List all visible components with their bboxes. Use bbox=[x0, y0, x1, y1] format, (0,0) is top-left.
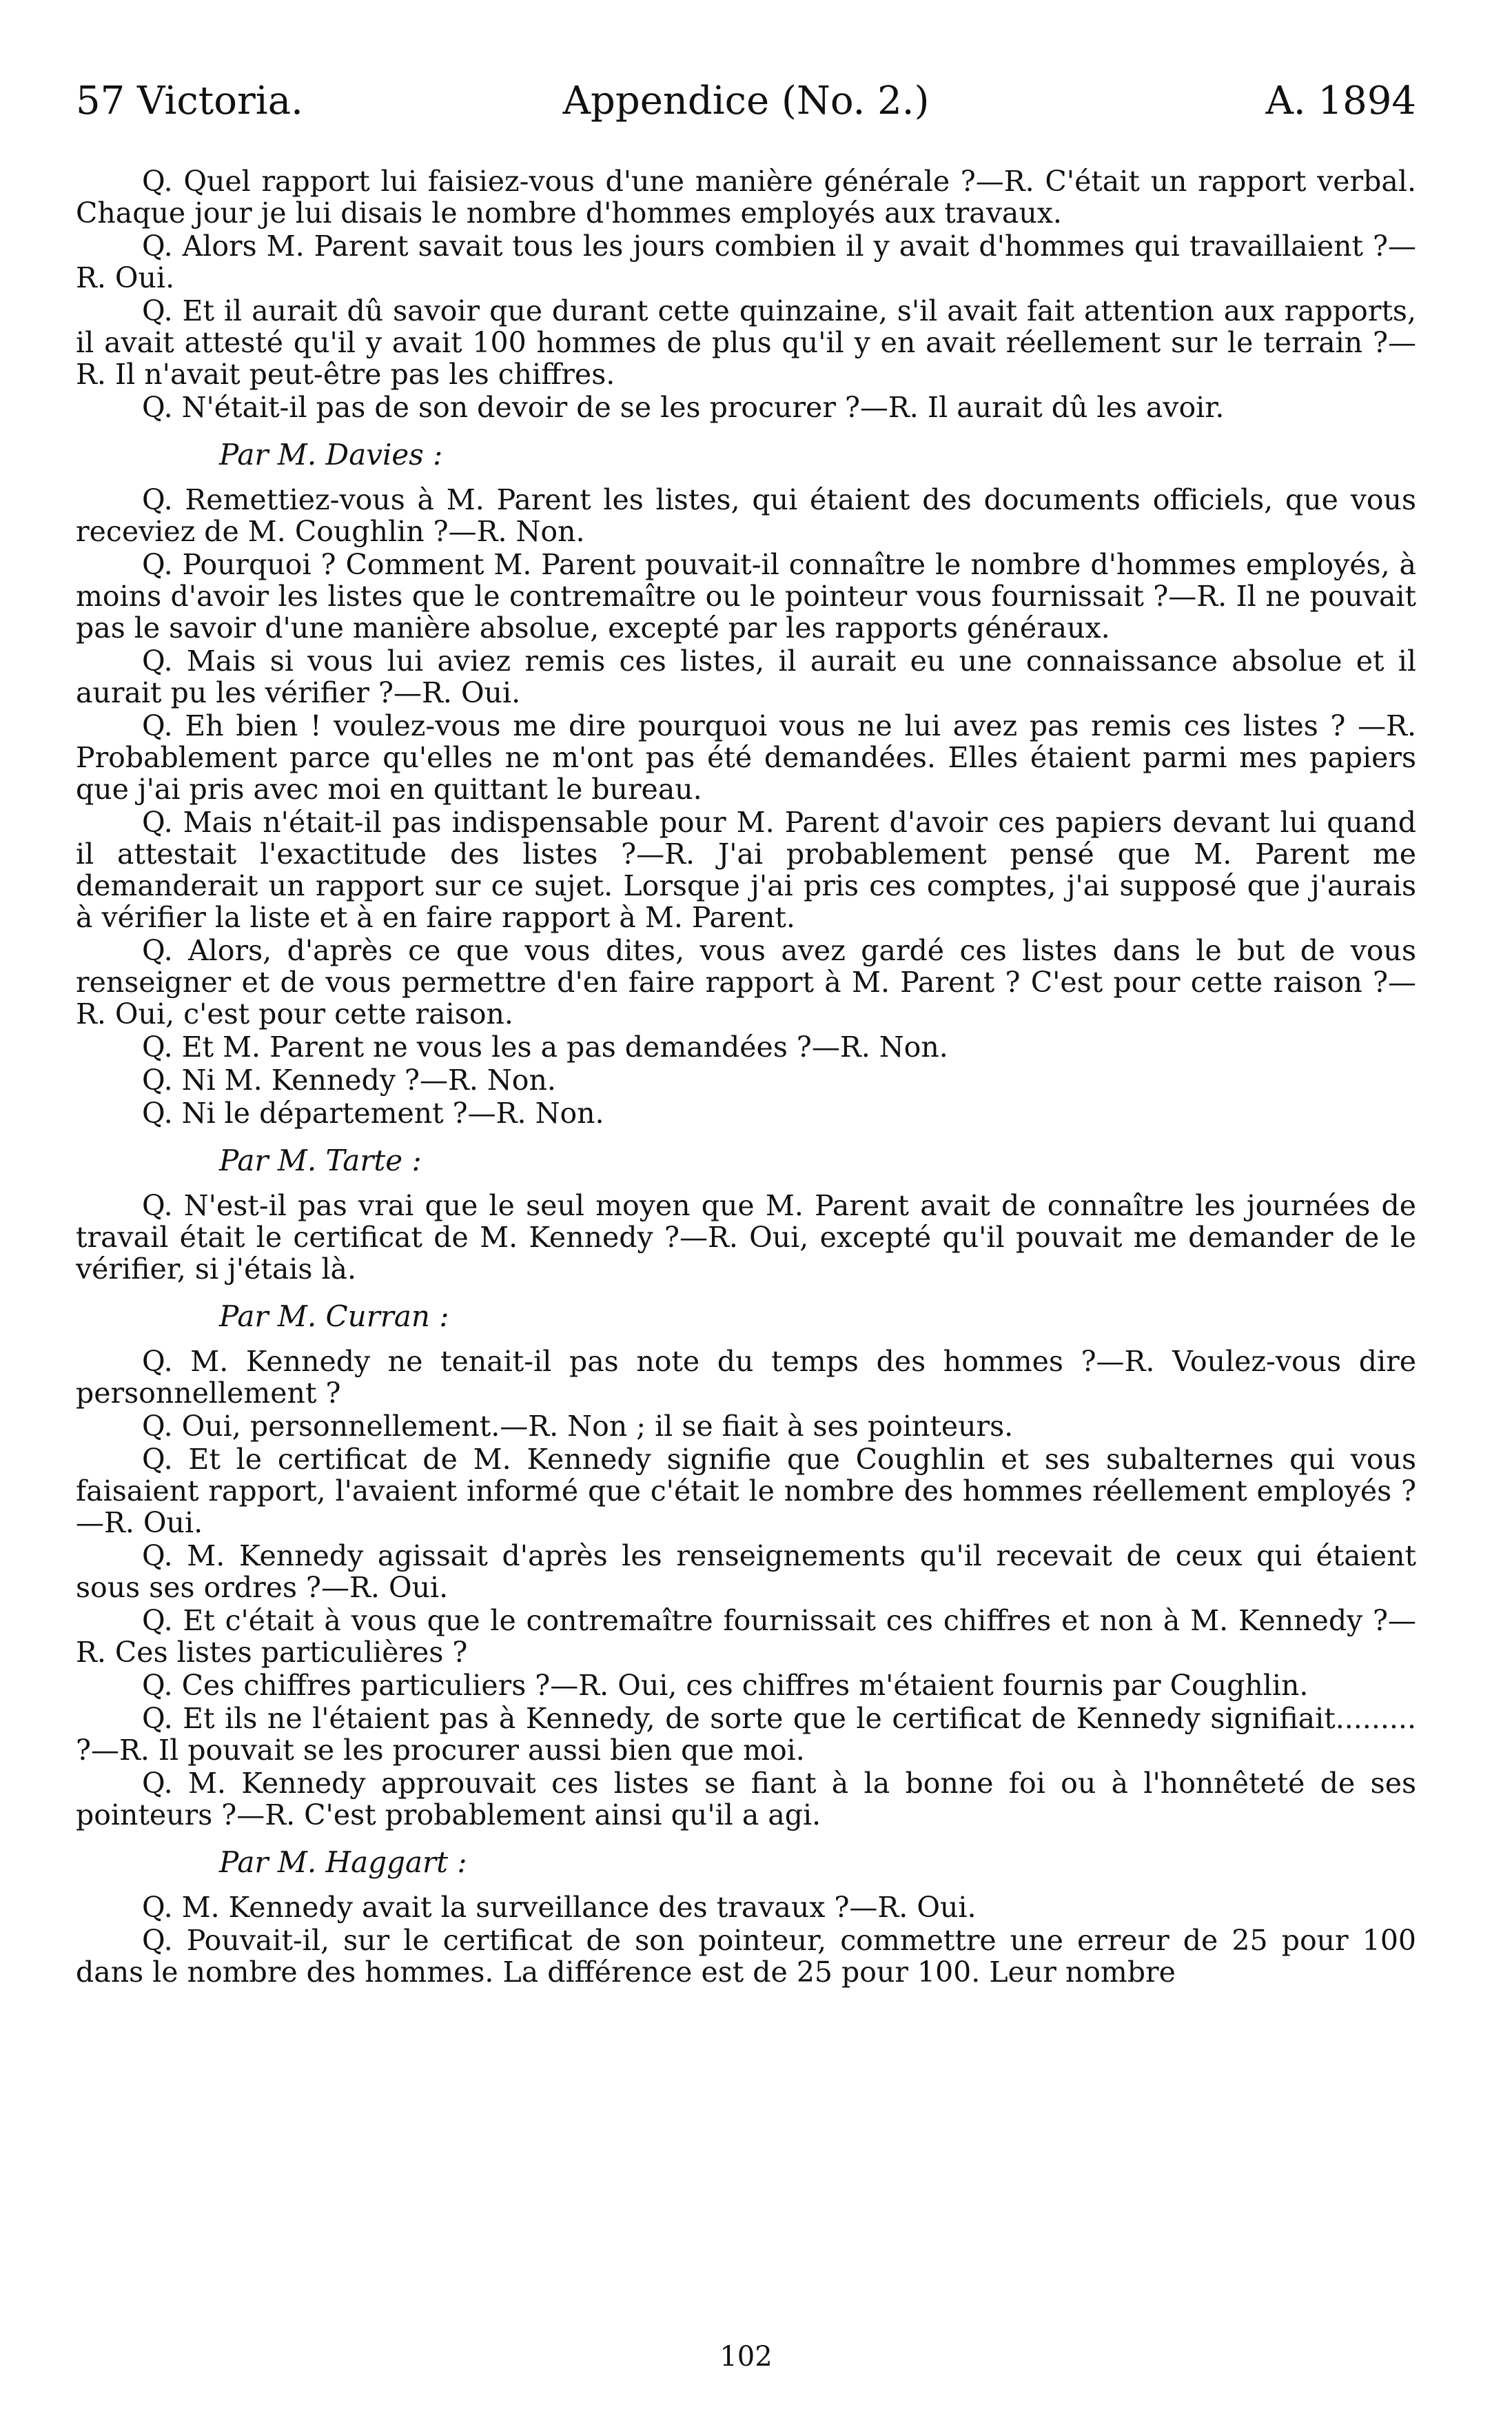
qa-paragraph: Q. Ni M. Kennedy ?—R. Non. bbox=[142, 1064, 556, 1097]
qa-paragraph: Q. Pouvait-il, sur le certificat de son pointeur, commettre une erreur de 25 pour 100 dans le nombre des hommes. La différence est de 25 pour 100. Leur nombre bbox=[76, 1924, 1416, 1989]
running-header bbox=[76, 77, 1416, 125]
qa-paragraph: Q. Ces chiffres particuliers ?—R. Oui, ces chiffres m'étaient fournis par Coughlin. bbox=[142, 1669, 1309, 1702]
page-number: 102 bbox=[719, 2341, 773, 2373]
qa-paragraph: Q. Pourquoi ? Comment M. Parent pouvait-il connaître le nombre d'hommes employés, à moins d'avoir les listes que le contremaître ou le pointeur vous fournissait ?—R. Il ne pouvait pas le savoir d'une manière absolue, excepté par les rapports généraux. bbox=[76, 548, 1416, 644]
qa-paragraph: Q. Quel rapport lui faisiez-vous d'une manière générale ?—R. C'était un rapport verbal. Chaque jour je lui disais le nombre d'hommes employés aux travaux. bbox=[76, 165, 1416, 230]
qa-paragraph: Q. M. Kennedy approuvait ces listes se fiant à la bonne foi ou à l'honnêteté de ses pointeurs ?—R. C'est probablement ainsi qu'il a agi. bbox=[76, 1767, 1416, 1831]
qa-paragraph: Q. M. Kennedy avait la surveillance des travaux ?—R. Oui. bbox=[142, 1891, 977, 1924]
qa-paragraph: Q. Et ils ne l'étaient pas à Kennedy, de sorte que le certificat de Kennedy signifiait......... ?—R. Il pouvait se les procurer aussi bien que moi. bbox=[76, 1702, 1416, 1767]
qa-paragraph: Q. Ni le département ?—R. Non. bbox=[142, 1097, 604, 1130]
qa-paragraph: Q. Eh bien ! voulez-vous me dire pourquoi vous ne lui avez pas remis ces listes ? —R. Probablement parce qu'elles ne m'ont pas été demandées. Elles étaient parmi mes papiers que j'ai pris avec moi en quittant le bureau. bbox=[76, 709, 1416, 806]
speaker-heading: Par M. Haggart : bbox=[219, 1845, 467, 1879]
qa-paragraph: Q. M. Kennedy agissait d'après les renseignements qu'il recevait de ceux qui étaient sous ses ordres ?—R. Oui. bbox=[76, 1539, 1416, 1604]
qa-paragraph: Q. N'était-il pas de son devoir de se les procurer ?—R. Il aurait dû les avoir. bbox=[142, 391, 1225, 424]
qa-paragraph: Q. Remettiez-vous à M. Parent les listes, qui étaient des documents officiels, que vous receviez de M. Coughlin ?—R. Non. bbox=[76, 483, 1416, 548]
header-session: 57 Victoria. bbox=[76, 79, 303, 123]
qa-paragraph: Q. Et c'était à vous que le contremaître fournissait ces chiffres et non à M. Kennedy ?—R. Ces listes particulières ? bbox=[76, 1604, 1416, 1669]
qa-paragraph: Q. Alors M. Parent savait tous les jours combien il y avait d'hommes qui travaillaient ?—R. Oui. bbox=[76, 230, 1416, 294]
speaker-heading: Par M. Curran : bbox=[219, 1299, 449, 1333]
speaker-heading: Par M. Davies : bbox=[219, 438, 443, 471]
qa-paragraph: Q. M. Kennedy ne tenait-il pas note du temps des hommes ?—R. Voulez-vous dire personnellement ? bbox=[76, 1345, 1416, 1410]
qa-paragraph: Q. Mais si vous lui aviez remis ces listes, il aurait eu une connaissance absolue et il aurait pu les vérifier ?—R. Oui. bbox=[76, 644, 1416, 709]
qa-paragraph: Q. N'est-il pas vrai que le seul moyen que M. Parent avait de connaître les journées de travail était le certificat de M. Kennedy ?—R. Oui, excepté qu'il pouvait me demander de le vérifier, si j'étais là. bbox=[76, 1189, 1416, 1286]
qa-paragraph: Q. Mais n'était-il pas indispensable pour M. Parent d'avoir ces papiers devant lui quand il attestait l'exactitude des listes ?—R. J'ai probablement pensé que M. Parent me demanderait un rapport sur ce sujet. Lorsque j'ai pris ces comptes, j'ai supposé que j'aurais à vérifier la liste et à en faire rapport à M. Parent. bbox=[76, 806, 1416, 934]
qa-paragraph: Q. Et il aurait dû savoir que durant cette quinzaine, s'il avait fait attention aux rapports, il avait attesté qu'il y avait 100 hommes de plus qu'il y en avait réellement sur le terrain ?—R. Il n'avait peut-être pas les chiffres. bbox=[76, 294, 1416, 391]
header-appendix: Appendice (No. 2.) bbox=[562, 79, 930, 123]
qa-paragraph: Q. Oui, personnellement.—R. Non ; il se fiait à ses pointeurs. bbox=[142, 1410, 1014, 1443]
transcript-body bbox=[76, 165, 1416, 1989]
header-year: A. 1894 bbox=[1265, 79, 1416, 123]
qa-paragraph: Q. Et M. Parent ne vous les a pas demandées ?—R. Non. bbox=[142, 1031, 948, 1064]
document-page bbox=[76, 0, 1416, 2416]
qa-paragraph: Q. Et le certificat de M. Kennedy signifie que Coughlin et ses subalternes qui vous faisaient rapport, l'avaient informé que c'était le nombre des hommes réellement employés ?—R. Oui. bbox=[76, 1443, 1416, 1539]
speaker-heading: Par M. Tarte : bbox=[219, 1144, 422, 1177]
qa-paragraph: Q. Alors, d'après ce que vous dites, vous avez gardé ces listes dans le but de vous renseigner et de vous permettre d'en faire rapport à M. Parent ? C'est pour cette raison ?—R. Oui, c'est pour cette raison. bbox=[76, 934, 1416, 1031]
